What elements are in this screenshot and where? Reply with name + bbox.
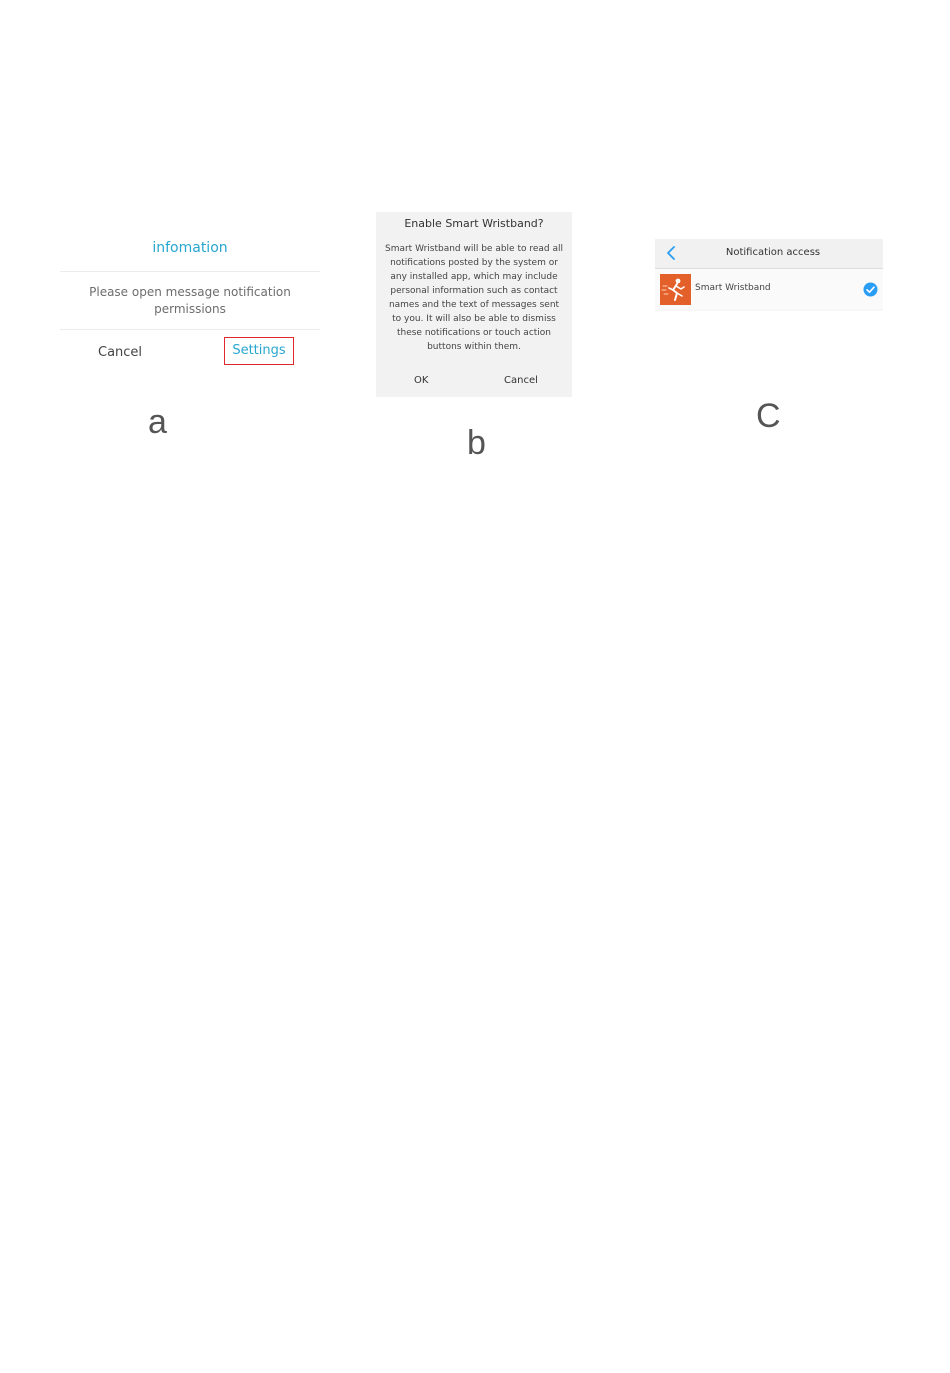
caption-a: a <box>148 403 167 441</box>
caption-c: C <box>756 397 781 435</box>
divider <box>60 271 320 272</box>
check-circle-icon[interactable] <box>863 282 878 297</box>
back-button[interactable] <box>663 244 679 262</box>
nav-header <box>655 239 883 269</box>
enable-access-dialog <box>376 212 572 397</box>
settings-button[interactable]: Settings <box>224 337 294 365</box>
dialog-title: infomation <box>152 240 228 256</box>
cancel-button[interactable]: Cancel <box>504 375 538 386</box>
running-figure-icon <box>660 274 691 305</box>
caption-b: b <box>467 424 486 462</box>
permission-dialog <box>60 222 320 377</box>
app-name: Smart Wristband <box>695 283 771 293</box>
dialog-body: Smart Wristband will be able to read all notifications posted by the system or any installed app, which may include personal information such as contact names and the text of messages sent to you. It will also be able to dismiss these notifications or touch action buttons within them. <box>384 244 563 352</box>
cancel-button[interactable]: Cancel <box>98 345 143 360</box>
dialog-title: Enable Smart Wristband? <box>404 217 544 230</box>
dialog-message: Please open message notification permissions <box>89 285 291 316</box>
list-item-smart-wristband[interactable] <box>655 269 883 309</box>
page-title: Notification access <box>725 247 821 258</box>
chevron-left-icon <box>663 244 679 262</box>
notification-access-screen <box>655 239 883 311</box>
divider <box>60 329 320 330</box>
ok-button[interactable]: OK <box>414 375 429 386</box>
